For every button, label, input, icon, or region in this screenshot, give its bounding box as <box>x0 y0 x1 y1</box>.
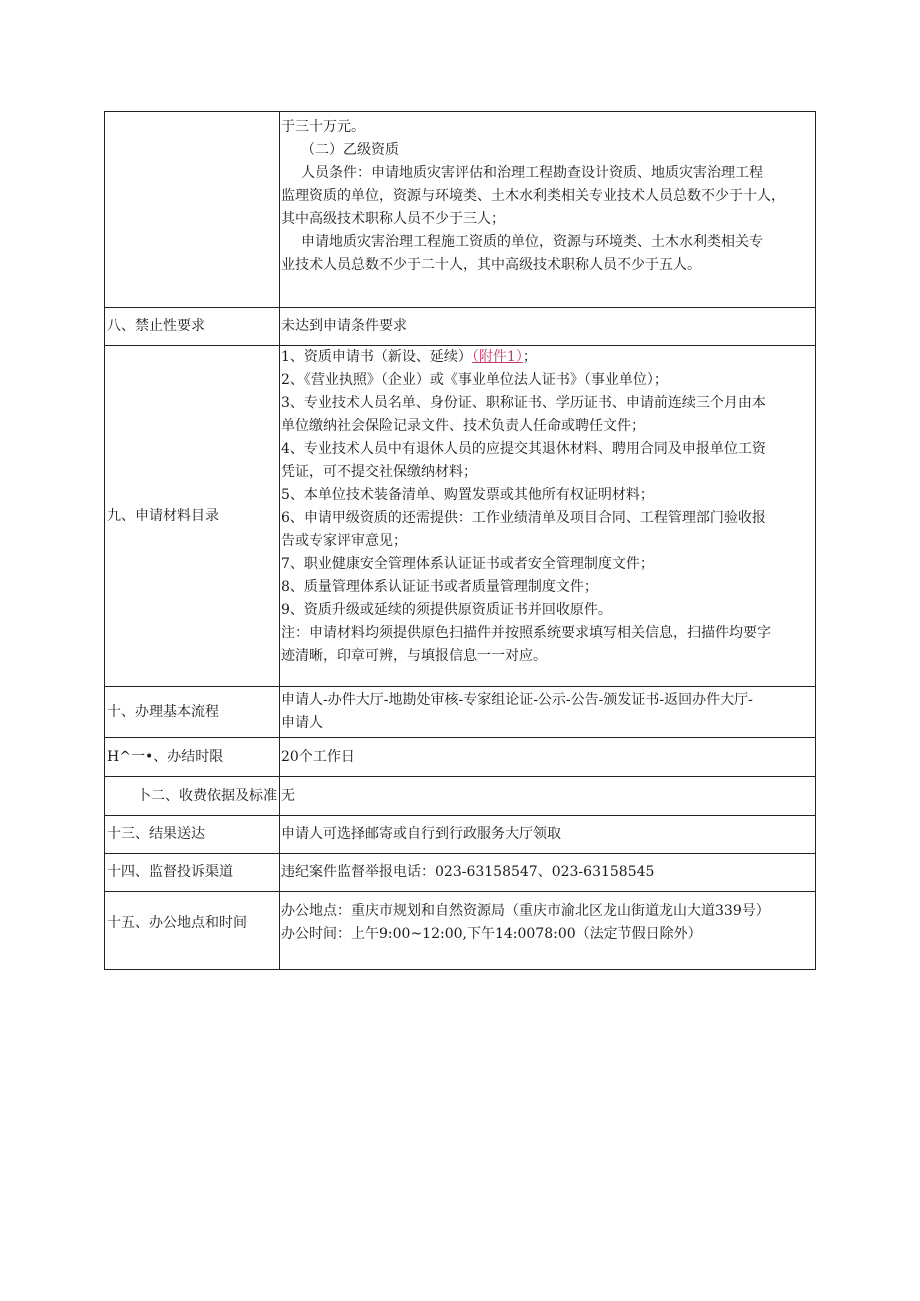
row-label <box>105 112 280 308</box>
row-content: 未达到申请条件要求 <box>280 308 816 346</box>
row-label: 十、办理基本流程 <box>105 687 280 738</box>
row-label: 九、申请材料目录 <box>105 346 280 687</box>
list-item: 6、申请甲级资质的还需提供：工作业绩清单及项目合同、工程管理部门验收报 <box>281 510 766 526</box>
list-item: 5、本单位技术装备清单、购置发票或其他所有权证明材料； <box>281 487 654 503</box>
list-item: 迹清晰，印章可辨，与填报信息一一对应。 <box>281 648 547 664</box>
row-label: 八、禁止性要求 <box>105 308 280 346</box>
item-text: 1、资质申请书（新设、延续） <box>281 349 472 365</box>
table-row <box>105 112 816 308</box>
row-content: 无 <box>280 777 816 816</box>
row-content: 20个工作日 <box>280 738 816 777</box>
row-content <box>280 112 816 308</box>
item-text: ； <box>522 349 537 365</box>
content-line: 申请人-办件大厅-地勘处审核-专家组论证-公示-公告-颁发证书-返回办件大厅- <box>281 692 753 708</box>
content-line: 申请地质灾害治理工程施工资质的单位，资源与环境类、土木水利类相关专 <box>301 234 763 250</box>
table-row <box>105 738 816 777</box>
list-item <box>281 346 814 369</box>
materials-list <box>281 346 814 686</box>
table-row <box>105 854 816 892</box>
list-item: 8、质量管理体系认证证书或者质量管理制度文件； <box>281 579 598 595</box>
row-label: H^一•、办结时限 <box>105 738 280 777</box>
list-item: 9、资质升级或延续的须提供原资质证书并回收原件。 <box>281 602 612 618</box>
content-line: 监理资质的单位，资源与环境类、土木水利类相关专业技术人员总数不少于十人， <box>281 188 785 204</box>
row-content <box>280 687 816 738</box>
content-line: 业技术人员总数不少于二十人，其中高级技术职称人员不少于五人。 <box>281 257 701 273</box>
table-row <box>105 346 816 687</box>
content-line: 办公时间：上午9:00~12:00,下午14:0078:00（法定节假日除外） <box>281 926 702 942</box>
list-item: 7、职业健康安全管理体系认证证书或者安全管理制度文件； <box>281 556 654 572</box>
row-content <box>280 892 816 970</box>
table-row <box>105 687 816 738</box>
row-label: 十三、结果送达 <box>105 816 280 854</box>
row-label: 卜二、收费依据及标准 <box>105 777 280 816</box>
attachment-link[interactable]: （附件1） <box>471 349 523 365</box>
list-item: 单位缴纳社会保险记录文件、技术负责人任命或聘任文件； <box>281 418 645 434</box>
row-content: 违纪案件监督举报电话：023-63158547、023-63158545 <box>280 854 816 892</box>
row-label: 十四、监督投诉渠道 <box>105 854 280 892</box>
list-item: 注：申请材料均须提供原色扫描件并按照系统要求填写相关信息，扫描件均要字 <box>281 625 771 641</box>
content-line: 办公地点：重庆市规划和自然资源局（重庆市渝北区龙山街道龙山大道339号） <box>281 903 770 919</box>
table-row <box>105 892 816 970</box>
list-item: 4、专业技术人员中有退休人员的应提交其退休材料、聘用合同及申报单位工资 <box>281 441 766 457</box>
list-item: 2、《营业执照》（企业）或《事业单位法人证书》（事业单位）； <box>281 372 668 388</box>
row-content <box>280 346 816 687</box>
list-item: 告或专家评审意见； <box>281 533 407 549</box>
row-label: 十五、办公地点和时间 <box>105 892 280 970</box>
content-line: （二）乙级资质 <box>301 142 399 158</box>
content-line: 人员条件：申请地质灾害评估和治理工程勘查设计资质、地质灾害治理工程 <box>301 165 763 181</box>
table-row <box>105 816 816 854</box>
list-item: 凭证，可不提交社保缴纳材料； <box>281 464 477 480</box>
content-line: 于三十万元。 <box>281 119 365 135</box>
row-content: 申请人可选择邮寄或自行到行政服务大厅领取 <box>280 816 816 854</box>
table-row <box>105 777 816 816</box>
table-row <box>105 308 816 346</box>
list-item: 3、专业技术人员名单、身份证、职称证书、学历证书、申请前连续三个月由本 <box>281 395 766 411</box>
service-guide-table <box>104 111 816 970</box>
content-line: 申请人 <box>281 715 323 731</box>
content-line: 其中高级技术职称人员不少于三人； <box>281 211 505 227</box>
